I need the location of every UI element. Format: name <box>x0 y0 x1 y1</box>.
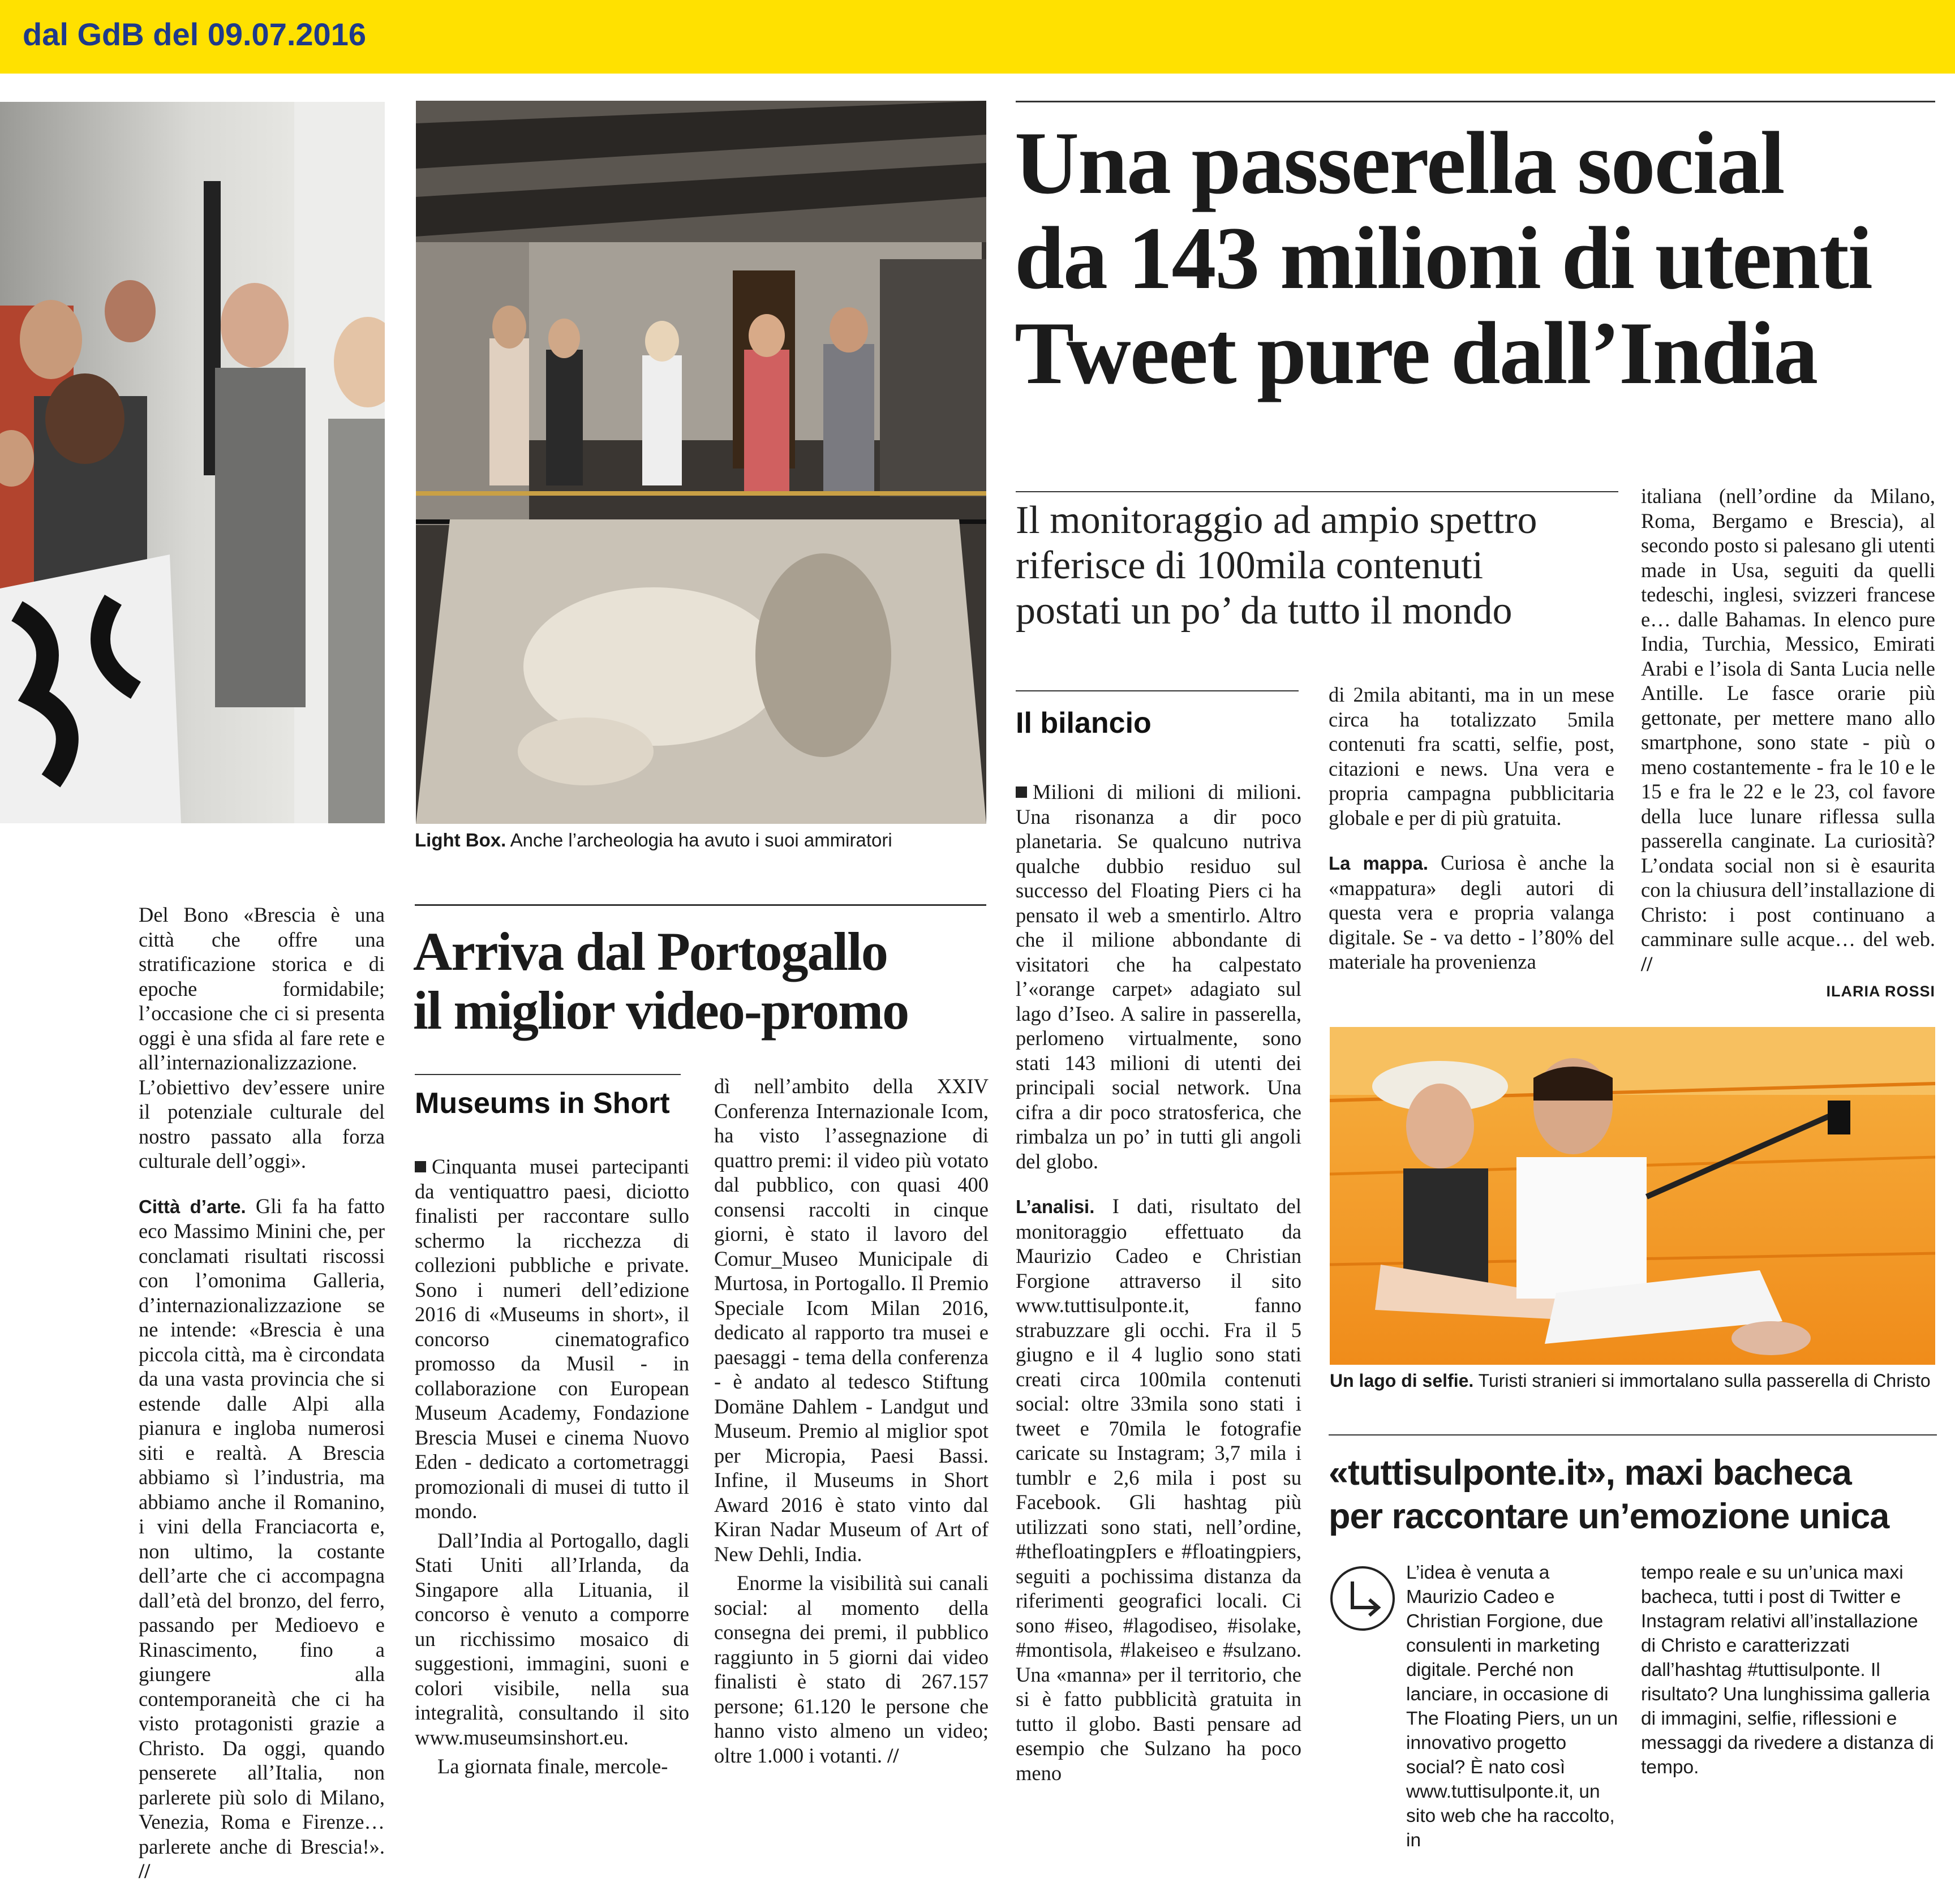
col1-paragraph-2-text: Gli fa ha fatto eco Massimo Minini che, per conclamati risultati riscossi con l’omonima Galleria, d’internazionalizzazione se ne intende: «Brescia è una piccola città, ma è circondata da una vasta provincia che si estende dalle Alpi alla pianura e ingloba numerosi siti e realtà. A Brescia abbiamo sì l’industria, ma abbiamo anche il Romanino, i vini della Franciacorta e, non ultimo, la costante dell’arte che ci accompagna dall’età del bronzo, del ferro, passando per Medioevo e Rinascimento, fino a giungere alla contemporaneità che ci ha visto protagonisti grazie a Christo. Da oggi, quando penserete all’Italia, non parlerete più solo di Milano, Venezia, Roma e Firenze… parlerete anche di Brescia!». <box>139 1194 385 1858</box>
main-top-rule <box>1016 101 1935 102</box>
main-col1 <box>1016 780 1301 1806</box>
article2-headline-line2: il miglior video-promo <box>413 980 909 1041</box>
main-kicker-rule <box>1016 690 1299 691</box>
col1-paragraph-1: Del Bono «Brescia è una città che offre una stratificazione storica e di epoche formidabile; l’occasione che ci si presenta oggi è una sfida al fare rete e all’internazionalizzazione. L’obiettivo dev’essere unire il potenziale culturale del nostro passato alla forza culturale dell’oggi». <box>139 903 385 1172</box>
bullet-icon <box>415 1161 426 1172</box>
box-col2: tempo reale e su un’unica maxi bacheca, tutti i post di Twitter e Instagram relativi all’installazione di Christo e caratterizzati dall’hashtag #tuttisulponte. Il risultato? Una lunghissima galleria di immagini, selfie, riflessioni e messaggi da rivedere a distanza di tempo. <box>1641 1562 1934 1778</box>
main-col3-paragraph-1: italiana (nell’ordine da Milano, Roma, Bergamo e Brescia), al secondo posto si palesano gli utenti made in Usa, seguiti da quelli tedeschi, inglesi, svizzeri francese e… dalle Bahamas. In elenco pure India, Turchia, Messico, Emirati Arabi e l’isola di Santa Lucia nelle Antille. Le fasce orarie più gettonate, per mettere mano allo smartphone, sono state - più o meno costantemente - fra le 10 e le 15 e fra le 22 e le 23, col favore della luce lunare riflessa sulla passerella canginate. La curiosità? L’ondata social non si è esaurita con la chiusura dell’installazione di Christo: i post continuano a camminare sulle acque… del web. // <box>1641 484 1935 975</box>
caption-text: Turisti stranieri si immortalano sulla passerella di Christo <box>1478 1370 1931 1391</box>
col1-lead: Città d’arte. <box>139 1196 246 1217</box>
main-kicker: Il bilancio <box>1016 707 1151 740</box>
main-col1-paragraph-2: L’analisi. I dati, risultato del monitoraggio effettuato da Maurizio Cadeo e Christian Forgione attraverso il sito www.tuttisulponte.it, fanno strabuzzare gli occhi. Fra il 5 giugno e il 4 luglio sono stati creati circa 100mila contenuti social: oltre 33mila sono stati i tweet e 70mila le fotografie caricate su Instagram; 3,7 mila i tumblr e 2,6 mila i post su Facebook. Gli hashtag più utilizzati sono stati, nell’ordine, #thefloatingpIers e #floatingpiers, seguiti a pochissima distanza da riferimenti geografici locali. Ci sono #iseo, #lagodiseo, #isolake, #montisola, #lakeiseo e #sulzano. Una «manna» per il territorio, che si è fatto pubblicità gratuita in tutto il globo. Basti pensare ad esempio che Sulzano ha poco meno <box>1016 1194 1301 1785</box>
article2-col-a-paragraph-3: La giornata finale, mercole- <box>437 1755 668 1778</box>
box-headline-line2: per raccontare un’emozione unica <box>1329 1497 1889 1536</box>
col1-endmark: // <box>139 1859 151 1882</box>
box-col1: L’idea è venuta a Maurizio Cadeo e Christian Forgione, due consulenti in marketing digitale. Perché non lanciare, in occasione di The Floating Piers, un un innovativo progetto social? È nato così www.tuttisulponte.it, un sito web che ha raccolto, in <box>1406 1562 1618 1851</box>
main-subhead <box>1016 498 1621 634</box>
caption-text: Anche l’archeologia ha avuto i suoi ammiratori <box>510 829 892 850</box>
main-col2-paragraph-2: La mappa. Curiosa è anche la «mappatura» degli autori di questa vera e propria valanga digitale. Se - va detto - l’80% del materiale ha provenienza <box>1329 851 1614 973</box>
main-col2-lead: La mappa. <box>1329 853 1429 874</box>
main-col3 <box>1641 484 1935 1004</box>
main-subhead-line1: Il monitoraggio ad ampio spettro <box>1016 498 1537 542</box>
main-subhead-rule <box>1016 491 1618 492</box>
main-headline-line2: da 143 milioni di utenti <box>1015 209 1872 308</box>
article2-kicker-rule <box>415 1074 681 1075</box>
col1-text <box>139 902 385 1904</box>
box-headline <box>1329 1451 1940 1538</box>
article2-kicker: Museums in Short <box>415 1087 670 1120</box>
bullet-icon <box>1016 786 1027 798</box>
box-headline-line1: «tuttisulponte.it», maxi bacheca <box>1329 1453 1851 1493</box>
photo-archaeology-caption <box>415 829 986 851</box>
main-endmark: // <box>1641 952 1653 975</box>
photo-archaeology <box>416 101 986 824</box>
main-headline <box>1015 116 1943 401</box>
main-col2 <box>1329 682 1614 995</box>
article2-top-rule <box>415 904 986 906</box>
main-headline-line3: Tweet pure dall’India <box>1015 304 1817 403</box>
box-top-rule <box>1329 1434 1937 1435</box>
main-headline-line1: Una passerella social <box>1015 114 1784 213</box>
col1-paragraph-2 <box>139 1194 385 1884</box>
header-label: dal GdB del 09.07.2016 <box>23 16 366 52</box>
caption-lead: Light Box. <box>415 829 506 850</box>
arrow-corner-icon <box>1329 1565 1397 1632</box>
article2-col-a <box>415 1154 689 1799</box>
article2-headline-line1: Arriva dal Portogallo <box>413 921 887 982</box>
caption-lead: Un lago di selfie. <box>1330 1370 1474 1391</box>
article2-col-a-paragraph-1: Cinquanta musei partecipanti da ventiquattro paesi, diciotto finalisti per raccontare sullo schermo la ricchezza di collezioni pubbliche e private. Sono i numeri dell’edizione 2016 di «Museums in short», il concorso cinematografico promosso da Musil - in collaborazione con European Museum Academy, Fondazione Brescia Musei e cinema Nuovo Eden - dedicato a cortometraggi promozionali di musei di tutto il mondo. <box>415 1155 689 1523</box>
main-col1-paragraph-1: Milioni di milioni di milioni. Una risonanza a dir poco planetaria. Se qualcuno nutriva qualche dubbio residuo sul successo del Floating Piers ci ha pensato il web a smentirlo. Altro che il milione abbondante di visitatori che ha calpestato l’«orange carpet» adagiato sul lago d’Iseo. A salire in passerella, perlomeno virtualmente, sono stati 143 milioni di utenti dei principali social network. Una cifra a dir poco stratosferica, che rimbalza un po’ in tutti gli angoli del globo. <box>1016 780 1301 1173</box>
photo-museum-visitors <box>0 102 385 823</box>
main-subhead-line2: riferisce di 100mila contenuti <box>1016 544 1484 587</box>
photo-selfie <box>1330 1027 1935 1365</box>
photo-selfie-caption <box>1330 1370 1938 1391</box>
article2-col-b-paragraph-2: Enorme la visibilità sui canali social: al momento della consegna dei premi, il pubblico raggiunto in 5 giorni dai video finalisti è stato di 267.157 persone; 61.120 le persone che hanno visto almeno un video; oltre 1.000 i votanti. // <box>714 1571 989 1767</box>
main-col2-paragraph-1: di 2mila abitanti, ma in un mese circa ha totalizzato 5mila contenuti fra scatti, selfie, post, citazioni e news. Una vera e propria campagna pubblicitaria globale e per di più gratuita. <box>1329 683 1614 829</box>
main-col1-lead: L’analisi. <box>1016 1196 1095 1217</box>
article2-headline <box>413 922 990 1040</box>
main-subhead-line3: postati un po’ da tutto il mondo <box>1016 589 1513 633</box>
article2-col-a-paragraph-2: Dall’India al Portogallo, dagli Stati Uniti all’Irlanda, da Singapore alla Lituania, il concorso è venuto a comporre un ricchissimo mosaico di suggestioni, immagini, suoni e colori visibile, nella sua integralità, consultando il sito www.museumsinshort.eu. <box>415 1528 689 1749</box>
article2-col-b <box>714 1074 989 1788</box>
article2-endmark: // <box>887 1743 899 1767</box>
article2-col-b-paragraph-1: dì nell’ambito della XXIV Conferenza Internazionale Icom, ha visto l’assegnazione di quattro premi: il video più votato dal pubblico, con quasi 400 consensi raccolti in cinque giorni, è stato il lavoro del Comur_Museo Municipale di Murtosa, in Portogallo. Il Premio Speciale Icom Milan 2016, dedicato al rapporto tra musei e paesaggi - tema della conferenza - è andato al tedesco Stiftung Domäne Dahlem - Landgut und Museum. Premio al miglior spot per Micropia, Paesi Bassi. Infine, il Museums in Short Award 2016 è stato vinto dal Kiran Nadar Museum of Art of New Dehli, India. <box>714 1075 989 1566</box>
main-byline: ILARIA ROSSI <box>1826 983 1935 1000</box>
